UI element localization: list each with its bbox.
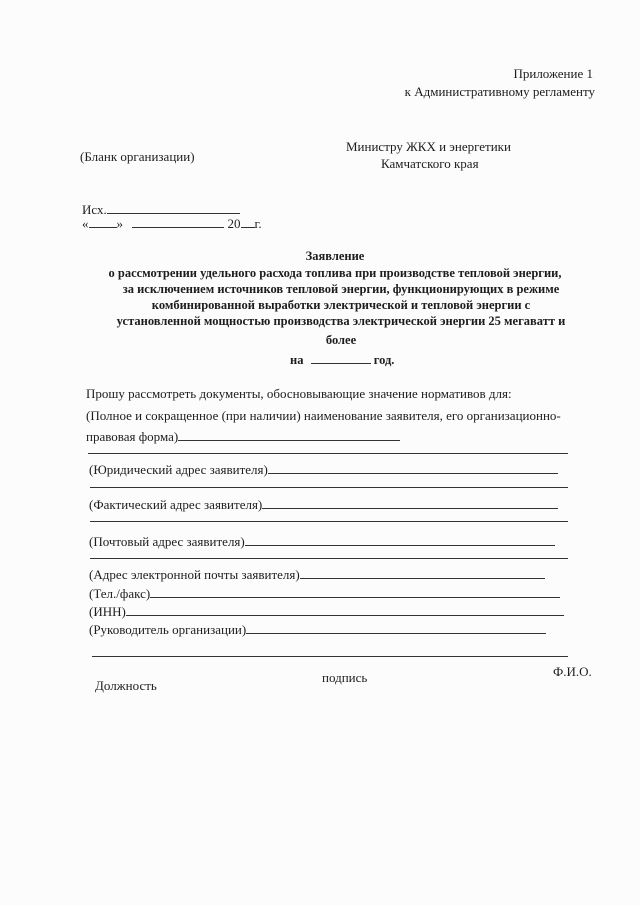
actual-address-row — [89, 497, 558, 513]
head-row — [89, 622, 546, 638]
legal-address-blank[interactable] — [268, 462, 558, 474]
outgoing-ref-label: Исх. — [82, 202, 107, 217]
org-blank-label: (Бланк организации) — [80, 149, 195, 164]
doc-title-line-3: комбинированной выработки электрической и тепловой энергии с — [151, 298, 531, 312]
appendix-label: Приложение 1 — [513, 66, 593, 81]
actual-address-extra-line[interactable] — [90, 521, 568, 522]
head-label: (Руководитель организации) — [89, 622, 247, 637]
signature-sign: подпись — [322, 670, 368, 685]
title-year-blank[interactable] — [311, 352, 371, 364]
applicant-name-label-2: правовая форма) — [86, 429, 400, 445]
outgoing-date — [82, 216, 262, 232]
email-label: (Адрес электронной почты заявителя) — [89, 567, 300, 582]
postal-address-label: (Почтовый адрес заявителя) — [89, 534, 245, 549]
inn-row — [89, 604, 564, 620]
head-extra-line[interactable] — [92, 656, 568, 657]
applicant-name-blank[interactable] — [178, 429, 400, 441]
date-year-suffix: г. — [254, 216, 262, 231]
title-year-prefix: на — [290, 353, 304, 367]
addressee-line-1: Министру ЖКХ и энергетики — [346, 139, 511, 154]
doc-title-year — [290, 352, 394, 368]
postal-address-row — [89, 534, 555, 550]
inn-label: (ИНН) — [89, 604, 126, 619]
actual-address-blank[interactable] — [262, 497, 558, 509]
actual-address-label: (Фактический адрес заявителя) — [89, 497, 263, 512]
phone-blank[interactable] — [150, 586, 560, 598]
legal-address-row — [89, 462, 558, 478]
date-close-quote: » — [116, 216, 123, 231]
request-intro: Прошу рассмотреть документы, обосновывающие значение нормативов для: — [86, 386, 512, 401]
doc-title-line-5: более — [325, 333, 357, 347]
date-open-quote: « — [82, 216, 89, 231]
regulation-label: к Административному регламенту — [404, 84, 595, 99]
signature-fio: Ф.И.О. — [553, 664, 592, 679]
applicant-name-label-1: (Полное и сокращенное (при наличии) наименование заявителя, его организационно- — [86, 408, 561, 423]
inn-blank[interactable] — [126, 604, 564, 616]
legal-address-label: (Юридический адрес заявителя) — [89, 462, 268, 477]
head-blank[interactable] — [246, 622, 546, 634]
phone-label: (Тел./факс) — [89, 586, 151, 601]
date-month-blank[interactable] — [132, 216, 224, 228]
outgoing-ref-blank[interactable] — [107, 202, 240, 214]
doc-title-line-4: установленной мощностью производства электрической энергии 25 мегаватт и — [116, 314, 566, 328]
doc-title-line-2: за исключением источников тепловой энергии, функционирующих в режиме — [122, 282, 560, 296]
legal-address-extra-line[interactable] — [90, 487, 568, 488]
addressee-line-2: Камчатского края — [381, 156, 479, 171]
email-row — [89, 567, 545, 583]
postal-address-blank[interactable] — [245, 534, 555, 546]
date-day-blank[interactable] — [89, 216, 117, 228]
phone-row — [89, 586, 560, 602]
doc-title-line-1: о рассмотрении удельного расхода топлива при производстве тепловой энергии, — [108, 266, 562, 280]
title-year-suffix: год. — [373, 353, 395, 367]
doc-heading: Заявление — [305, 249, 365, 263]
date-year-blank[interactable] — [241, 216, 255, 228]
email-blank[interactable] — [300, 567, 545, 579]
signature-position: Должность — [95, 678, 157, 693]
postal-address-extra-line[interactable] — [90, 558, 568, 559]
applicant-name-extra-line[interactable] — [88, 453, 568, 454]
date-year-prefix: 20 — [227, 216, 241, 231]
